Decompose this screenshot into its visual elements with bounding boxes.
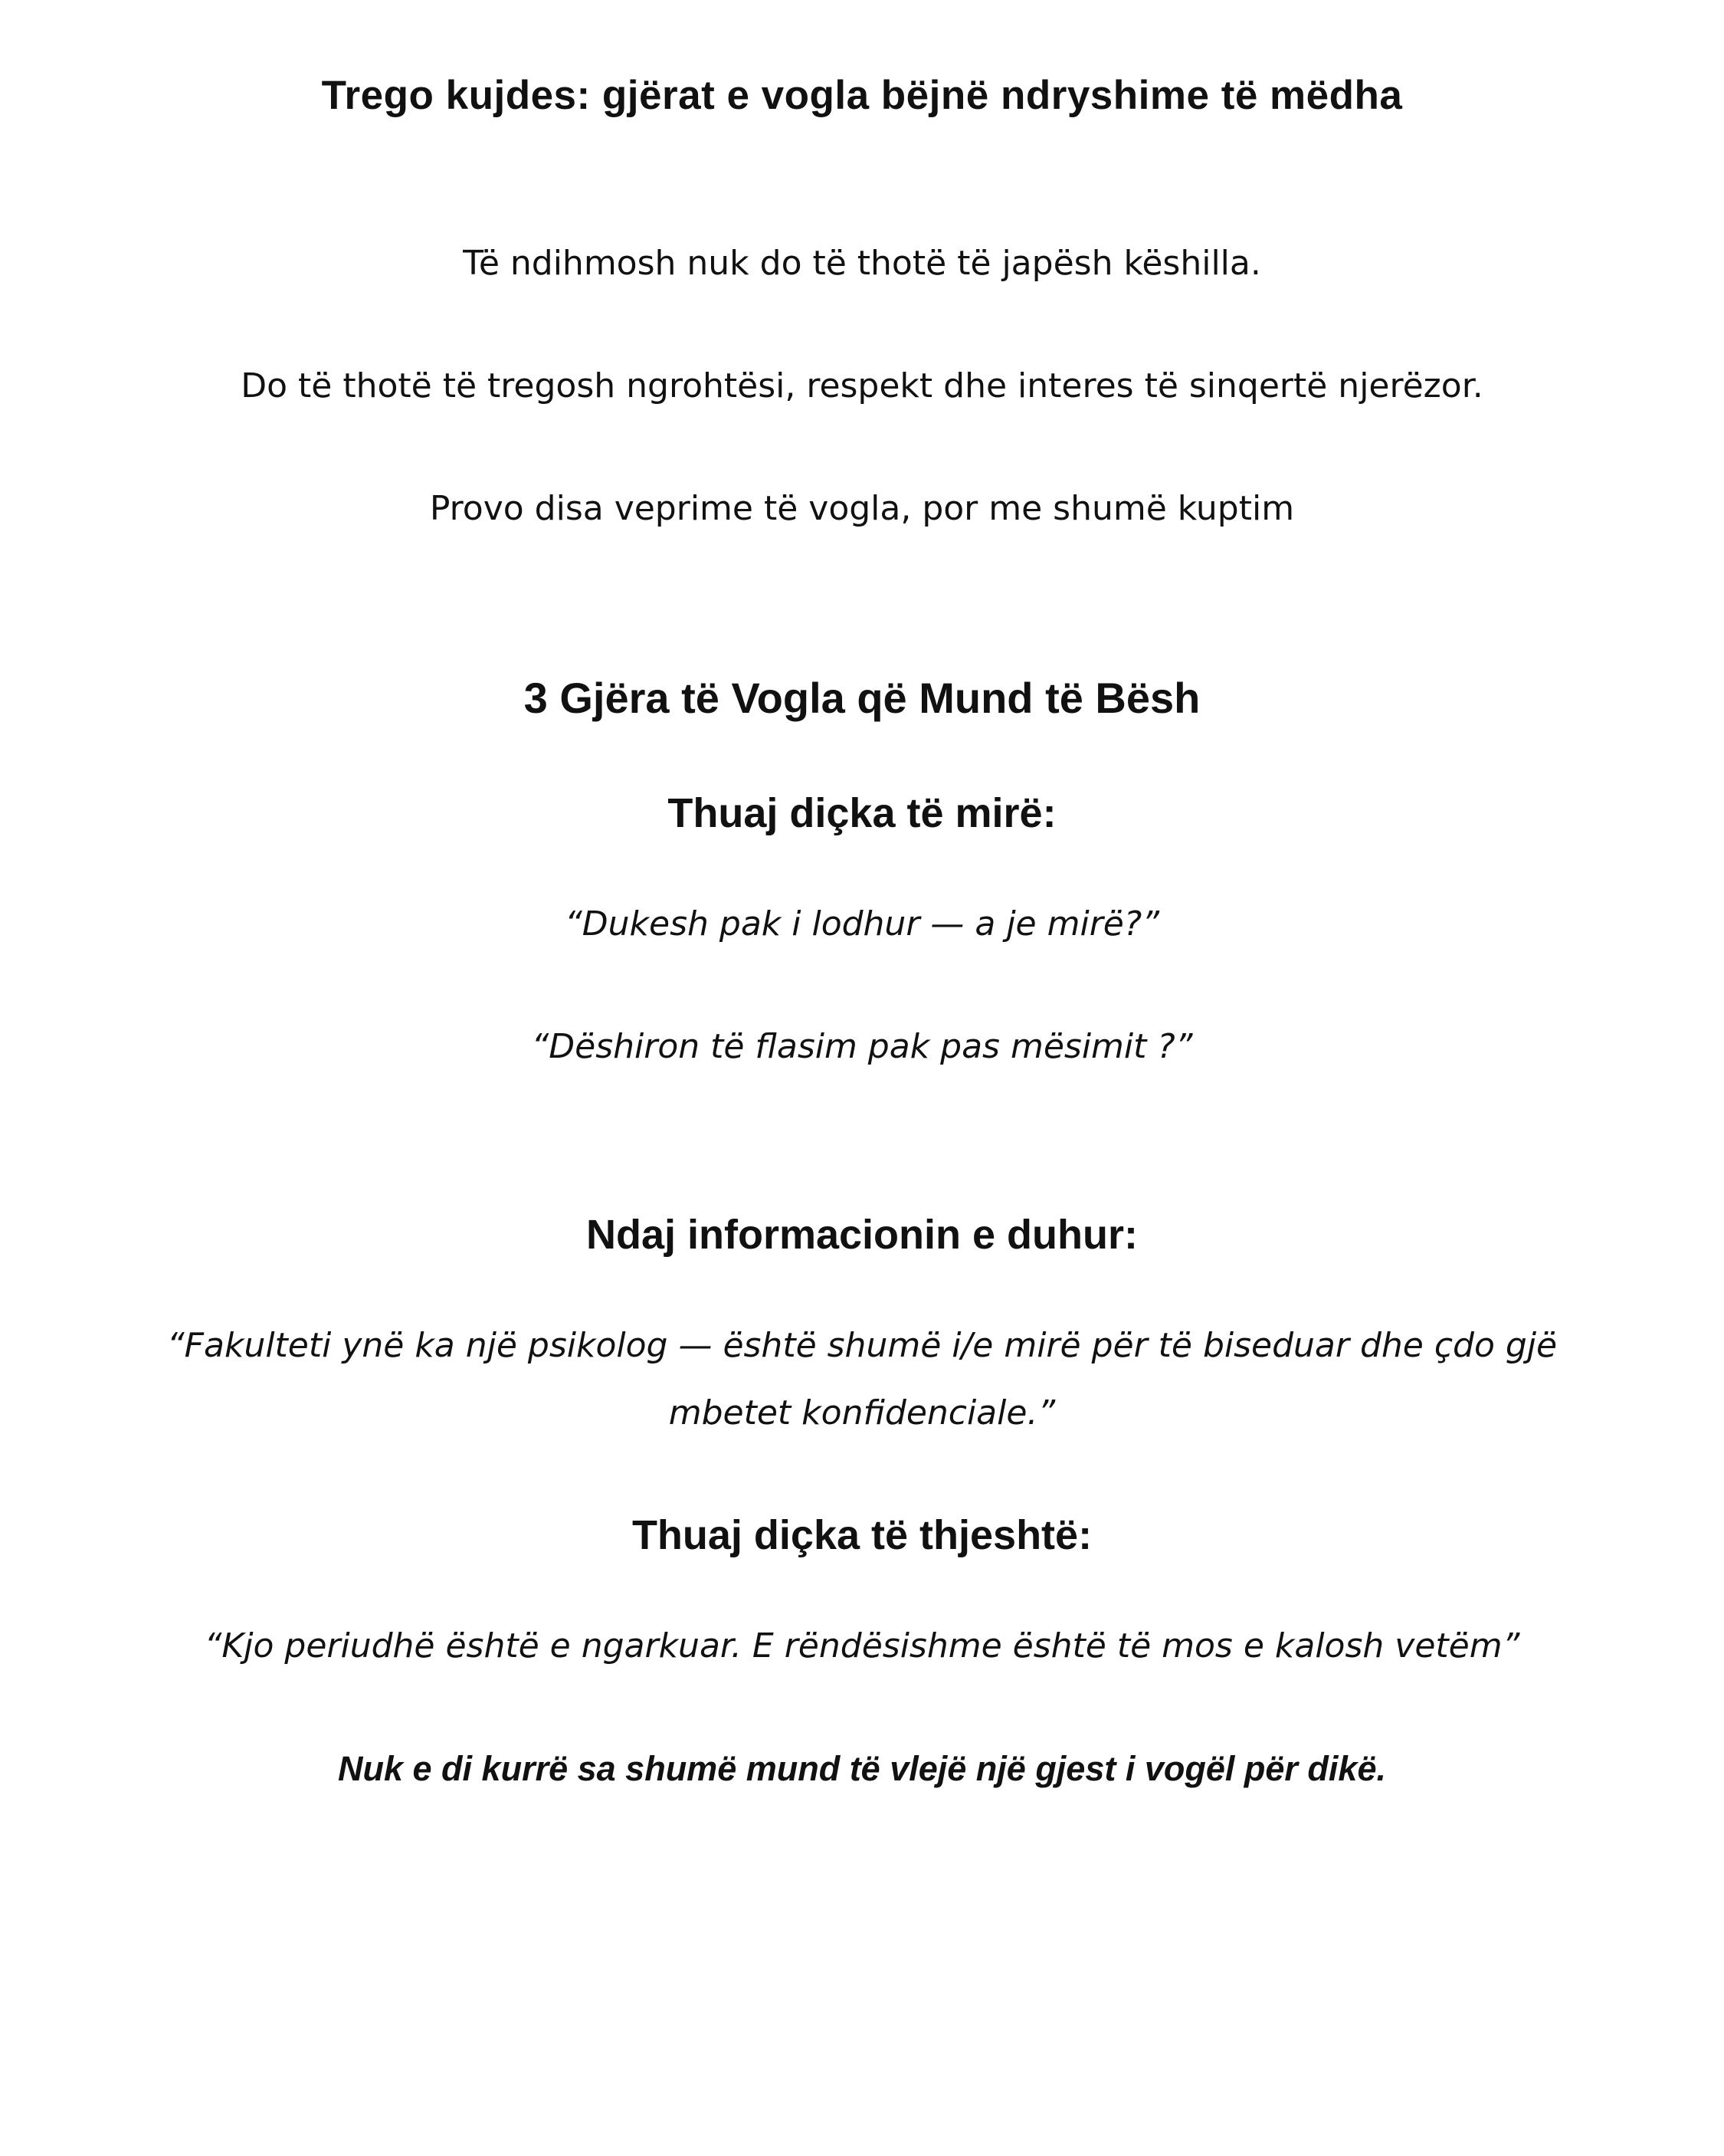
item-3-quote-1: “Kjo periudhë është e ngarkuar. E rëndësishme është të mos e kalosh vetëm” <box>204 1626 1520 1665</box>
item-heading-3: Thuaj diçka të thjeshtë: <box>631 1512 1093 1558</box>
item-2-quote-1: “Fakulteti ynë ka një psikolog — është shumë i/e mirë për të biseduar dhe çdo gjë mbetet konfidenciale.” <box>166 1326 1558 1432</box>
item-heading-1: Thuaj diçka të mirë: <box>667 790 1057 836</box>
item-heading-2: Ndaj informacionin e duhur: <box>585 1212 1138 1258</box>
section-heading: 3 Gjëra të Vogla që Mund të Bësh <box>523 674 1201 722</box>
item-1-quote-2: “Dëshiron të flasim pak pas mësimit ?” <box>531 1027 1193 1066</box>
intro-paragraph-1: Të ndihmosh nuk do të thotë të japësh këshilla. <box>463 244 1261 283</box>
page-title: Trego kujdes: gjërat e vogla bëjnë ndryshime të mëdha <box>321 73 1403 118</box>
intro-paragraph-3: Provo disa veprime të vogla, por me shumë kuptim <box>429 489 1295 528</box>
item-1-quote-1: “Dukesh pak i lodhur — a je mirë?” <box>564 904 1159 943</box>
closing-statement: Nuk e di kurrë sa shumë mund të vlejë një gjest i vogël për dikë. <box>338 1749 1386 1788</box>
intro-paragraph-2: Do të thotë të tregosh ngrohtësi, respekt dhe interes të sinqertë njerëzor. <box>241 366 1483 405</box>
